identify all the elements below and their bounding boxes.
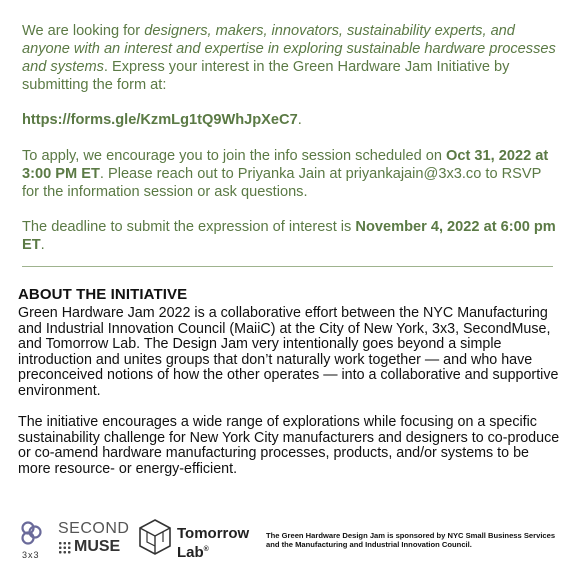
deadline-suffix: . <box>40 237 45 253</box>
secondmuse-top-text: SECOND <box>58 520 130 537</box>
registered-mark: ® <box>203 546 209 553</box>
deadline-date: November 4, 2022 at 6:00 pm ET <box>22 219 556 253</box>
intro-paragraph <box>22 22 557 94</box>
3x3-logo-icon <box>20 520 42 546</box>
deadline-text: The deadline to submit the expression of interest is <box>22 219 356 235</box>
audience-list: designers, makers, innovators, sustainability experts, and anyone with an interest and expertise in exploring sustainable hardware processes and systems <box>22 23 556 75</box>
sponsor-footer <box>0 512 576 576</box>
form-link[interactable]: https://forms.gle/KzmLg1tQ9WhJpXeC7 <box>22 112 298 128</box>
3x3-logo-text: 3x3 <box>22 550 40 560</box>
form-link-paragraph <box>22 111 557 129</box>
about-paragraph-2: The initiative encourages a wide range of explorations while focusing on a specific sustainability challenge for New York City manufacturers and designers to co-produce or co-amend hardware manufacturing processes, products, and/or systems to be more resource- or energy-efficient. <box>18 414 560 477</box>
tomorrow-lab-text <box>177 526 249 561</box>
about-paragraph-1: Green Hardware Jam 2022 is a collaborative effort between the NYC Manufacturing and Industrial Innovation Council (MaiiC) at the City of New York, 3x3, SecondMuse, and Tomorrow Lab. The Design Jam very intentionally goes beyond a simple introduction and unites groups that don’t naturally work together — and who have preconceived notions of how the other operates — into a collaborative and supportive environment. <box>18 305 559 399</box>
lab-text: Lab <box>177 544 204 561</box>
info-session-text: To apply, we encourage you to join the info session scheduled on <box>22 148 447 164</box>
tomorrow-text: Tomorrow <box>177 525 250 542</box>
secondmuse-dots-icon <box>58 541 72 555</box>
info-session-paragraph <box>22 147 557 201</box>
secondmuse-bottom-text: MUSE <box>74 538 121 555</box>
intro-text-cont: . Express your interest in the Green Hardware Jam Initiative by submitting the form at: <box>22 59 510 93</box>
intro-section <box>0 0 576 266</box>
logo-tomorrow-lab <box>137 518 267 562</box>
logo-secondmuse <box>58 520 128 560</box>
info-session-date: Oct 31, 2022 at 3:00 PM ET <box>22 148 549 182</box>
deadline-paragraph <box>22 218 557 254</box>
section-divider <box>22 266 553 267</box>
about-heading: ABOUT THE INITIATIVE <box>18 286 188 303</box>
info-session-contact: . Please reach out to Priyanka Jain at priyankajain@3x3.co to RSVP for the information session or ask questions. <box>22 166 542 200</box>
logo-3x3 <box>20 520 44 560</box>
intro-text: We are looking for <box>22 23 145 39</box>
form-link-suffix: . <box>297 112 302 128</box>
tomorrow-lab-cube-icon <box>137 518 173 556</box>
sponsor-note: The Green Hardware Design Jam is sponsored by NYC Small Business Services and the Manufacturing and Industrial Innovation Council. <box>266 531 556 549</box>
